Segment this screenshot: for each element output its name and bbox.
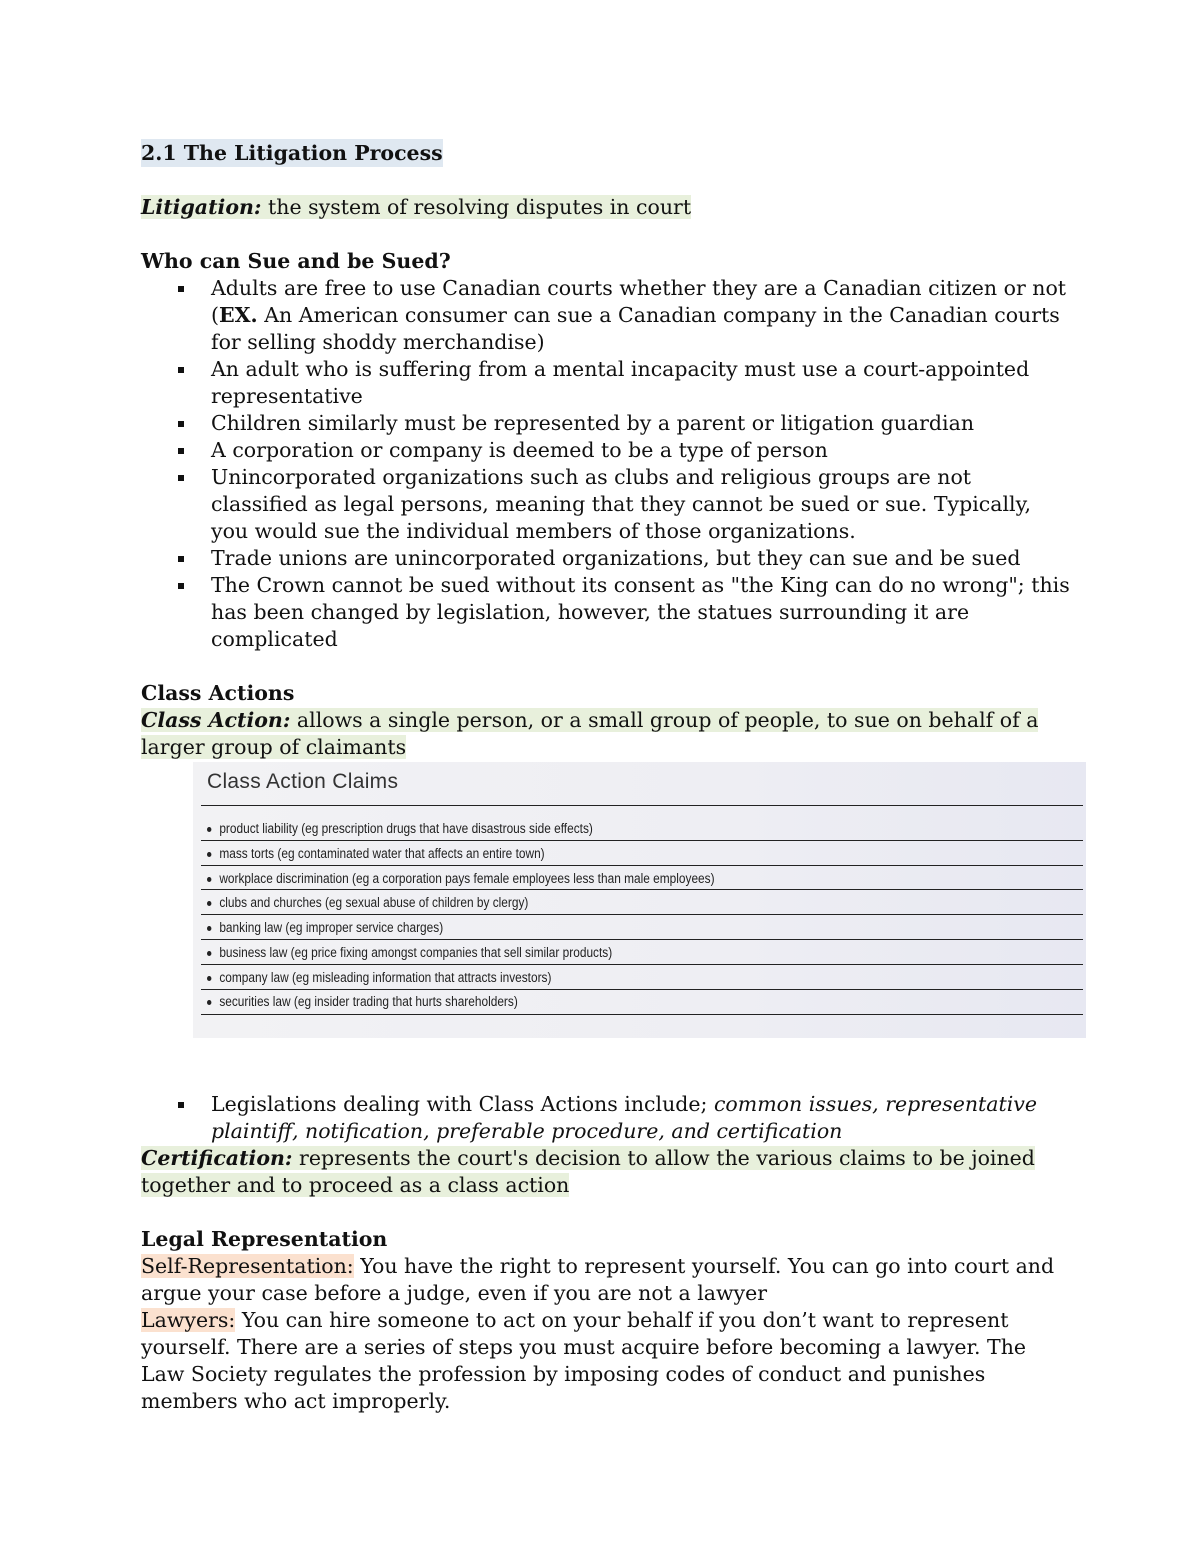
list-item: Trade unions are unincorporated organizations, but they can sue and be sued: [211, 545, 1071, 572]
list-item: Unincorporated organizations such as clubs and religious groups are not classified as legal persons, meaning that they cannot be sued or sue. Typically, you would sue the individual members of those organizations.: [211, 464, 1071, 545]
who-heading: Who can Sue and be Sued?: [141, 249, 451, 273]
class-action-term: Class Action:: [141, 708, 291, 732]
certification-definition: [141, 1145, 1071, 1199]
certification-def: represents the court's decision to allow the various claims to be joined together and to proceed as a class action: [141, 1146, 1035, 1197]
class-action-claims-figure: [193, 762, 1086, 1038]
litigation-term: Litigation:: [141, 195, 262, 219]
figure-row: business law (eg price fixing amongst companies that sell similar products): [207, 945, 612, 960]
section-title: 2.1 The Litigation Process: [141, 141, 443, 165]
class-action-definition: [141, 707, 1071, 761]
who-list: [141, 275, 1071, 653]
list-item: Legislations dealing with Class Actions include; common issues, representative plaintiff, notification, preferable procedure, and certification: [211, 1091, 1071, 1145]
figure-title: Class Action Claims: [207, 770, 399, 793]
legislation-list: [141, 1091, 1071, 1145]
figure-row: clubs and churches (eg sexual abuse of children by clergy): [207, 895, 528, 910]
list-item: An adult who is suffering from a mental incapacity must use a court-appointed representative: [211, 356, 1071, 410]
self-representation-term: Self-Representation:: [141, 1254, 354, 1278]
lawyers-term: Lawyers:: [141, 1308, 236, 1332]
certification-term: Certification:: [141, 1146, 293, 1170]
list-item: A corporation or company is deemed to be a type of person: [211, 437, 1071, 464]
list-item: Adults are free to use Canadian courts whether they are a Canadian citizen or not (EX. An American consumer can sue a Canadian company in the Canadian courts for selling shoddy merchandise): [211, 275, 1071, 356]
figure-row: banking law (eg improper service charges): [207, 920, 443, 935]
class-action-def: allows a single person, or a small group of people, to sue on behalf of a larger group of claimants: [141, 708, 1039, 759]
figure-row: company law (eg misleading information that attracts investors): [207, 970, 551, 985]
figure-row: securities law (eg insider trading that hurts shareholders): [207, 994, 518, 1009]
figure-row: workplace discrimination (eg a corporation pays female employees less than male employees): [207, 871, 715, 886]
figure-row: mass torts (eg contaminated water that affects an entire town): [207, 846, 545, 861]
class-actions-heading: Class Actions: [141, 681, 295, 705]
litigation-definition: [141, 194, 1071, 221]
legal-representation-heading: Legal Representation: [141, 1227, 388, 1251]
list-item: Children similarly must be represented by a parent or litigation guardian: [211, 410, 1071, 437]
litigation-def: the system of resolving disputes in court: [261, 195, 692, 219]
lawyers-paragraph: Lawyers: You can hire someone to act on your behalf if you don’t want to represent yourself. There are a series of steps you must acquire before becoming a lawyer. The Law Society regulates the profession by imposing codes of conduct and punishes members who act improperly.: [141, 1308, 1027, 1413]
self-representation-paragraph: Self-Representation: You have the right to represent yourself. You can go into court and argue your case before a judge, even if you are not a lawyer: [141, 1254, 1055, 1305]
list-item: The Crown cannot be sued without its consent as "the King can do no wrong"; this has been changed by legislation, however, the statues surrounding it are complicated: [211, 573, 1070, 651]
figure-row: product liability (eg prescription drugs that have disastrous side effects): [207, 821, 593, 836]
